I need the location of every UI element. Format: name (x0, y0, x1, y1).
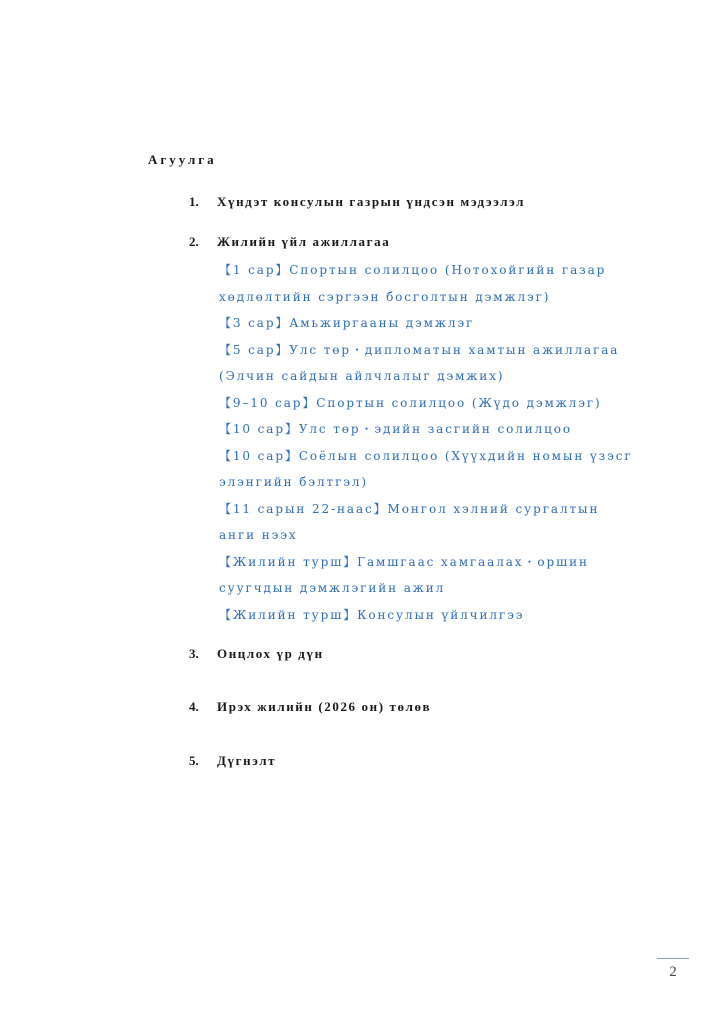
page-title: Агуулга (148, 152, 217, 167)
toc-sub-item[interactable]: 【9–10 сар】Спортын солилцоо (Жүдо дэмжлэг) (219, 395, 602, 410)
toc-item-4[interactable] (189, 698, 649, 716)
toc-sub-item[interactable]: 【11 сарын 22-наас】Монгол хэлний сургалтын анги нээх (219, 501, 600, 542)
toc-item-5[interactable] (189, 752, 649, 770)
toc-sub-item[interactable]: 【Жилийн турш】Консулын үйлчилгээ (219, 607, 525, 622)
toc-item-3[interactable] (189, 645, 649, 663)
toc-sub-item[interactable]: 【10 сар】Соёлын солилцоо (Хүүхдийн номын үзэсг элэнгийн бэлтгэл) (219, 448, 633, 489)
toc-sub-list (189, 251, 649, 628)
toc-title: Онцлох үр дүн (217, 646, 324, 661)
toc-sub-item[interactable]: 【5 сар】Улс төр・дипломатын хамтын ажиллагаа (Элчин сайдын айлчлалыг дэмжих) (219, 342, 620, 383)
toc-number: 3. (189, 646, 199, 661)
toc-item-1[interactable] (189, 193, 649, 211)
toc-title: Жилийн үйл ажиллагаа (217, 234, 391, 249)
toc-sub-item[interactable]: 【3 сар】Амьжиргааны дэмжлэг (219, 316, 475, 330)
toc-number: 4. (189, 699, 199, 714)
toc-sub-item[interactable]: 【Жилийн турш】Гамшгаас хамгаалах・оршин суугчдын дэмжлэгийн ажил (219, 554, 589, 595)
footer-divider (657, 958, 689, 959)
toc-sub-item[interactable]: 【1 сар】Спортын солилцоо (Нотохойгийн газар хөдлөлтийн сэргээн босголтын дэмжлэг) (219, 263, 607, 304)
toc-title: Ирэх жилийн (2026 он) төлөв (217, 699, 432, 714)
toc-title: Дүгнэлт (217, 753, 277, 768)
page-number: 2 (669, 964, 677, 980)
toc-number: 5. (189, 753, 199, 768)
toc-number: 2. (189, 234, 199, 249)
toc-number: 1. (189, 194, 199, 209)
toc-item-2[interactable] (189, 233, 649, 628)
toc-title: Хүндэт консулын газрын үндсэн мэдээлэл (217, 194, 526, 209)
toc-sub-item[interactable]: 【10 сар】Улс төр・эдийн засгийн солилцоо (219, 422, 573, 436)
